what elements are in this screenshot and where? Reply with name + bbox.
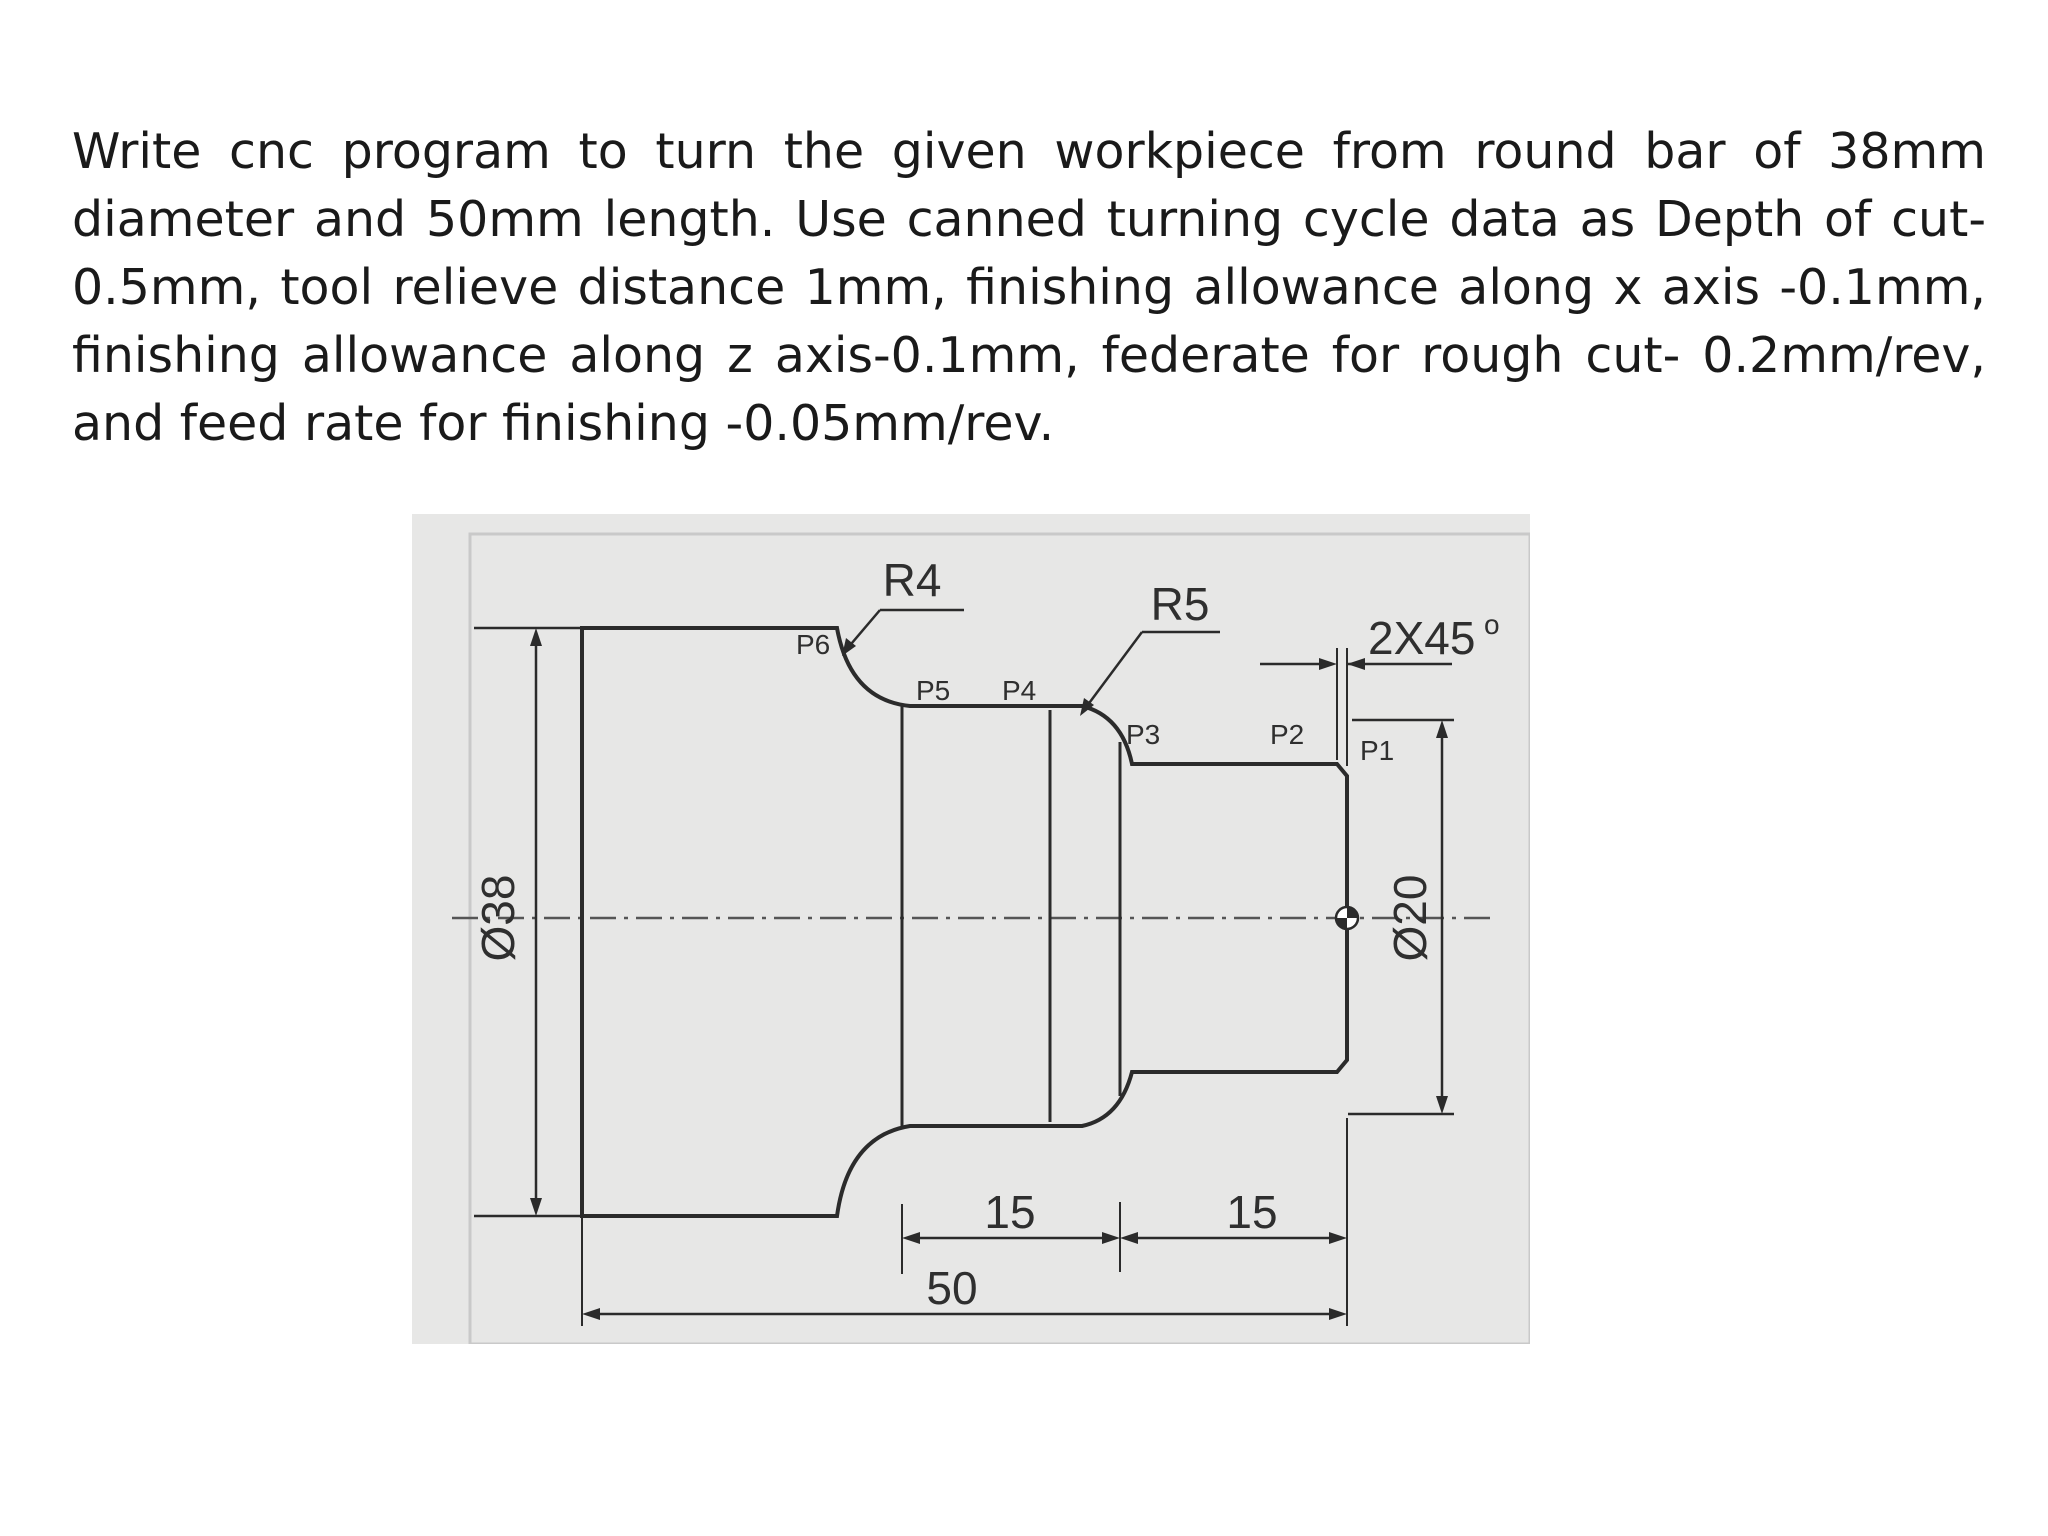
p2-label: P2 bbox=[1270, 719, 1305, 750]
dim50-arrow-right bbox=[1329, 1308, 1347, 1320]
p5-label: P5 bbox=[916, 675, 951, 706]
chamfer-label: 2X45 bbox=[1368, 612, 1476, 664]
question-text: Write cnc program to turn the given workpiece from round bar of 38mm diameter and 50mm length. Use canned turning cycle data as Depth of cut- 0.5mm, tool relieve distance 1mm, finishing allowance along x axis -0.1mm, finishing allowance along z axis-0.1mm, federate for rough cut- 0.2mm/rev, and feed rate for finishing -0.05mm/rev. bbox=[72, 123, 1986, 452]
dia20-arrow-bottom bbox=[1436, 1096, 1448, 1114]
p1-label: P1 bbox=[1360, 735, 1395, 766]
r5-label: R5 bbox=[1150, 578, 1210, 630]
dim15a-arrow-right bbox=[1102, 1232, 1120, 1244]
chamfer-arrow-left bbox=[1319, 658, 1337, 670]
dia38-label: Ø38 bbox=[472, 874, 524, 962]
p3-label: P3 bbox=[1126, 719, 1161, 750]
workpiece-profile bbox=[582, 628, 1347, 1216]
dia20-label: Ø20 bbox=[1384, 874, 1436, 962]
p6-label: P6 bbox=[796, 629, 831, 660]
dia38-arrow-bottom bbox=[530, 1198, 542, 1216]
dim15a-label: 15 bbox=[984, 1186, 1036, 1238]
dim15a-arrow-left bbox=[902, 1232, 920, 1244]
dia20-arrow-top bbox=[1436, 720, 1448, 738]
dim15b-arrow-left bbox=[1120, 1232, 1138, 1244]
drawing-svg bbox=[412, 514, 1530, 1344]
p4-label: P4 bbox=[1002, 675, 1037, 706]
dim15b-label: 15 bbox=[1226, 1186, 1278, 1238]
dim50-arrow-left bbox=[582, 1308, 600, 1320]
dim50-label: 50 bbox=[926, 1262, 978, 1314]
workpiece-drawing bbox=[412, 514, 1530, 1344]
dim15b-arrow-right bbox=[1329, 1232, 1347, 1244]
r5-leader bbox=[1084, 632, 1142, 710]
r4-label: R4 bbox=[882, 554, 942, 606]
chamfer-degree-label: o bbox=[1484, 609, 1500, 640]
dia38-arrow-top bbox=[530, 628, 542, 646]
